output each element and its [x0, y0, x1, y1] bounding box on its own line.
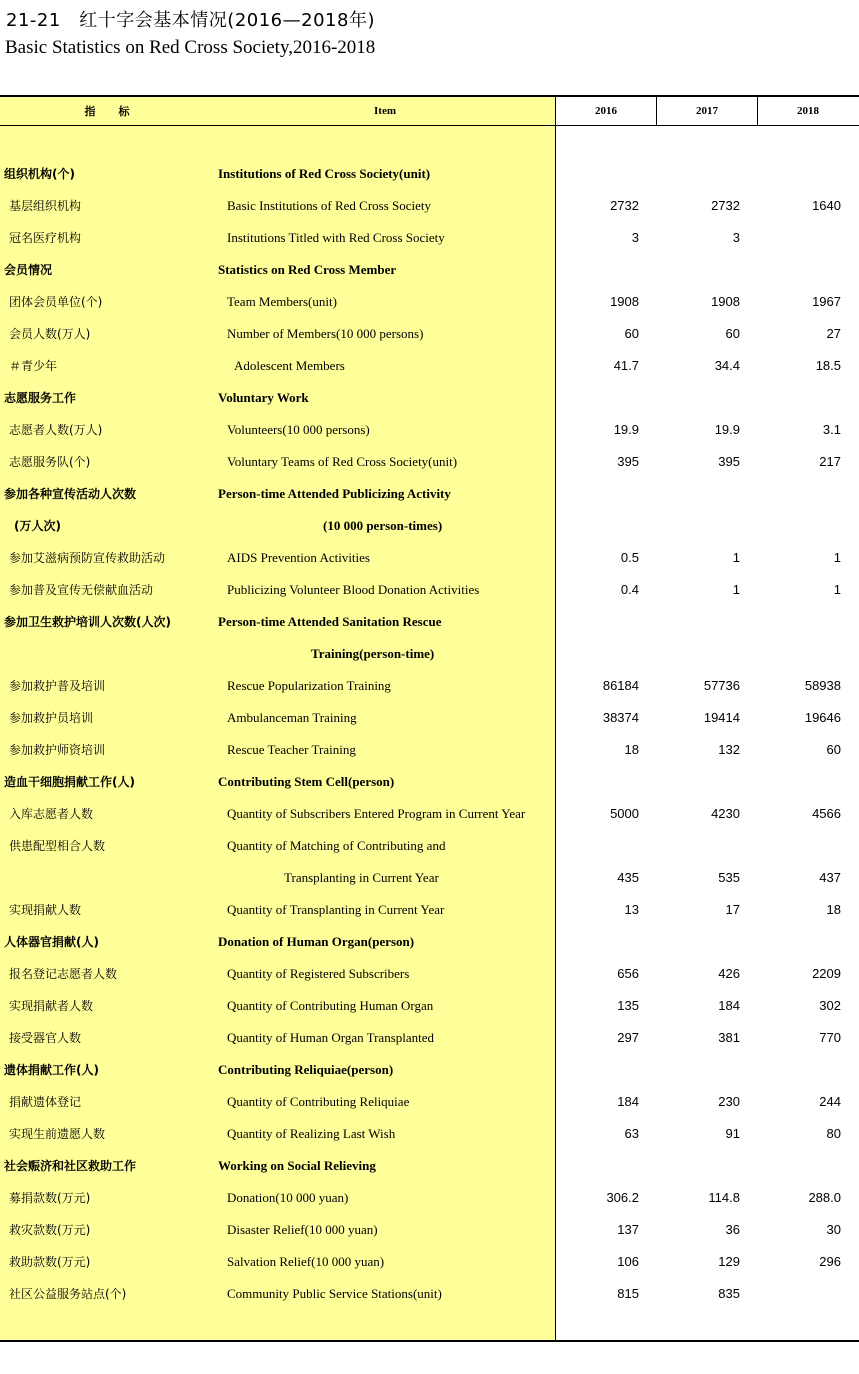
value-2018: 288.0: [808, 1190, 841, 1205]
value-2018: 58938: [804, 678, 841, 693]
table-row: [0, 606, 859, 638]
row-label-cn: 志愿者人数(万人): [9, 423, 103, 437]
value-2017: 34.4: [714, 358, 740, 373]
row-label-en: Quantity of Registered Subscribers: [227, 966, 410, 981]
table-row: [0, 254, 859, 286]
value-2018: 217: [819, 454, 841, 469]
value-2017: 184: [718, 998, 740, 1013]
value-2016: 0.5: [620, 550, 639, 565]
page-title-cn: 21-21 红十字会基本情况(2016—2018年): [6, 10, 375, 31]
row-label-cn: 募捐款数(万元): [9, 1191, 91, 1205]
value-2018: 4566: [812, 806, 841, 821]
value-2018: 18.5: [815, 358, 841, 373]
row-label-cn: 造血干细胞捐献工作(人): [4, 775, 135, 789]
value-2018: [758, 222, 841, 254]
row-label-cn: 会员人数(万人): [9, 327, 91, 341]
table-row: [0, 1150, 859, 1182]
value-2017: 60: [725, 326, 740, 341]
value-2017: 1: [732, 550, 740, 565]
value-2017: 1908: [711, 294, 740, 309]
value-2016: 1908: [610, 294, 639, 309]
table-row: [0, 862, 859, 894]
row-label-en: Voluntary Teams of Red Cross Society(unit): [227, 454, 458, 469]
value-2016: 306.2: [606, 1190, 639, 1205]
value-2016: 0.4: [620, 582, 639, 597]
row-label-en: Contributing Reliquiae(person): [218, 1062, 394, 1077]
value-2016: 86184: [602, 678, 639, 693]
value-2018: 3.1: [822, 422, 841, 437]
row-label-en: Quantity of Contributing Reliquiae: [227, 1094, 410, 1109]
value-2016: 3: [631, 230, 639, 245]
row-label-cn: 参加救护师资培训: [9, 743, 106, 757]
row-label-cn: 实现生前遗愿人数: [9, 1127, 106, 1141]
table-row: [0, 478, 859, 510]
row-label-en: Transplanting in Current Year: [284, 870, 439, 885]
value-2018: 1: [833, 582, 841, 597]
value-2016: 395: [617, 454, 639, 469]
value-2017: 1: [732, 582, 740, 597]
table-row: [0, 638, 859, 670]
row-label-cn: 人体器官捐献(人): [4, 935, 99, 949]
value-2018: 27: [826, 326, 841, 341]
row-label-en: Adolescent Members: [234, 358, 345, 373]
table-row: [0, 510, 859, 542]
row-label-cn: 参加卫生救护培训人次数(人次): [4, 615, 171, 629]
row-label-en: Institutions of Red Cross Society(unit): [218, 166, 431, 181]
table-row: [0, 414, 859, 446]
value-2016: 297: [617, 1030, 639, 1045]
value-2017: 2732: [711, 198, 740, 213]
row-label-cn: 参加各种宣传活动人次数: [4, 487, 137, 501]
table-row: [0, 830, 859, 862]
row-label-en: Institutions Titled with Red Cross Society: [227, 230, 445, 245]
value-2016: 106: [617, 1254, 639, 1269]
row-label-en: Rescue Popularization Training: [227, 678, 391, 693]
value-2016: 18: [624, 742, 639, 757]
table-row: [0, 1118, 859, 1150]
value-2016: 2732: [610, 198, 639, 213]
row-label-cn: 遗体捐献工作(人): [4, 1063, 99, 1077]
table-row: [0, 766, 859, 798]
row-label-en: Statistics on Red Cross Member: [218, 262, 397, 277]
value-2017: 3: [732, 230, 740, 245]
table-row: [0, 1054, 859, 1086]
value-2018: 60: [826, 742, 841, 757]
page-title-en: Basic Statistics on Red Cross Society,2016-2018: [5, 37, 376, 58]
row-label-cn: 接受器官人数: [9, 1031, 82, 1045]
value-2018: 30: [826, 1222, 841, 1237]
value-2016: 60: [624, 326, 639, 341]
value-2016: 435: [617, 870, 639, 885]
value-2016: 135: [617, 998, 639, 1013]
row-label-en: Basic Institutions of Red Cross Society: [227, 198, 432, 213]
row-label-en: Salvation Relief(10 000 yuan): [227, 1254, 385, 1269]
row-label-en: Quantity of Transplanting in Current Year: [227, 902, 445, 917]
row-label-en: Quantity of Contributing Human Organ: [227, 998, 434, 1013]
table-row: [0, 1086, 859, 1118]
row-label-en: Number of Members(10 000 persons): [227, 326, 424, 341]
row-label-cn: 基层组织机构: [9, 199, 82, 213]
value-2017: 395: [718, 454, 740, 469]
value-2018: 19646: [804, 710, 841, 725]
header-year-2017: 2017: [696, 105, 718, 117]
table-row: [0, 158, 859, 190]
header-year-2018: 2018: [797, 105, 819, 117]
row-label-cn: 捐献遗体登记: [9, 1095, 82, 1109]
row-label-cn: 组织机构(个): [4, 167, 75, 181]
row-label-cn: 报名登记志愿者人数: [9, 967, 118, 981]
value-2017: 114.8: [708, 1190, 740, 1205]
value-2017: 535: [718, 870, 740, 885]
value-2016: 41.7: [613, 358, 639, 373]
value-2017: 36: [725, 1222, 740, 1237]
row-label-cn: 实现捐献者人数: [9, 999, 94, 1013]
table-row: [0, 1182, 859, 1214]
table-row: [0, 446, 859, 478]
value-2017: 835: [718, 1286, 740, 1301]
header-indicator: 指 标: [84, 105, 136, 118]
value-2018: 437: [819, 870, 841, 885]
row-label-cn: ＃青少年: [9, 359, 58, 373]
value-2017: 132: [718, 742, 740, 757]
row-label-en: (10 000 person-times): [323, 518, 443, 533]
value-2017: 19.9: [714, 422, 740, 437]
value-2017: 230: [718, 1094, 740, 1109]
value-2017: 129: [718, 1254, 740, 1269]
row-label-cn: 供患配型相合人数: [9, 839, 106, 853]
table-row: [0, 894, 859, 926]
row-label-cn: 团体会员单位(个): [9, 295, 103, 309]
row-label-cn: 救灾款数(万元): [9, 1223, 91, 1237]
row-label-cn: 参加普及宣传无偿献血活动: [9, 583, 154, 597]
row-label-cn: 参加艾滋病预防宣传救助活动: [9, 551, 166, 565]
row-label-en: Person-time Attended Publicizing Activity: [218, 486, 451, 501]
row-label-cn: 救助款数(万元): [9, 1255, 91, 1269]
table-row: [0, 574, 859, 606]
value-2018: 18: [826, 902, 841, 917]
value-2016: 38374: [602, 710, 639, 725]
value-2017: 91: [725, 1126, 740, 1141]
table-row: [0, 990, 859, 1022]
table-row: [0, 350, 859, 382]
row-label-cn: 会员情况: [4, 263, 53, 277]
row-label-en: Disaster Relief(10 000 yuan): [227, 1222, 378, 1237]
row-label-cn: 入库志愿者人数: [9, 807, 94, 821]
value-2016: 656: [617, 966, 639, 981]
row-label-en: Quantity of Matching of Contributing and: [227, 838, 446, 853]
value-2018: 296: [819, 1254, 841, 1269]
value-2016: 5000: [610, 806, 639, 821]
row-label-cn: 志愿服务队(个): [9, 455, 91, 469]
value-2018: 302: [819, 998, 841, 1013]
header-year-2016: 2016: [595, 105, 617, 117]
row-label-cn: 社区公益服务站点(个): [9, 1287, 127, 1301]
table-row: [0, 318, 859, 350]
value-2016: 13: [624, 902, 639, 917]
row-label-cn: 实现捐献人数: [9, 903, 82, 917]
row-label-en: Quantity of Realizing Last Wish: [227, 1126, 396, 1141]
value-2018: 770: [819, 1030, 841, 1045]
row-label-en: Publicizing Volunteer Blood Donation Activities: [227, 582, 480, 597]
row-label-cn: 冠名医疗机构: [9, 231, 82, 245]
table-row: [0, 1246, 859, 1278]
table-row: [0, 286, 859, 318]
table-row: [0, 798, 859, 830]
row-label-en: AIDS Prevention Activities: [227, 550, 370, 565]
row-label-cn: (万人次): [14, 519, 61, 533]
value-2018: [758, 1278, 841, 1310]
table-row: [0, 1022, 859, 1054]
table-row: [0, 958, 859, 990]
row-label-en: Donation of Human Organ(person): [218, 934, 415, 949]
table-row: [0, 190, 859, 222]
value-2018: 1: [833, 550, 841, 565]
row-label-en: Volunteers(10 000 persons): [227, 422, 370, 437]
value-2016: 63: [624, 1126, 639, 1141]
table-row: [0, 1278, 859, 1310]
value-2018: 1640: [812, 198, 841, 213]
row-label-cn: 参加救护员培训: [9, 711, 94, 725]
value-2018: 2209: [812, 966, 841, 981]
row-label-cn: 志愿服务工作: [4, 391, 77, 405]
row-label-en: Quantity of Human Organ Transplanted: [227, 1030, 435, 1045]
value-2017: 19414: [703, 710, 740, 725]
table-row: [0, 1214, 859, 1246]
table-row: [0, 926, 859, 958]
table-row: [0, 734, 859, 766]
row-label-en: Community Public Service Stations(unit): [227, 1286, 442, 1301]
value-2018: 1967: [812, 294, 841, 309]
row-label-cn: 参加救护普及培训: [9, 679, 106, 693]
table-row: [0, 702, 859, 734]
value-2018: 80: [826, 1126, 841, 1141]
row-label-en: Contributing Stem Cell(person): [218, 774, 395, 789]
value-2017: 381: [718, 1030, 740, 1045]
value-2018: 244: [819, 1094, 841, 1109]
row-label-en: Ambulanceman Training: [227, 710, 357, 725]
table-row: [0, 670, 859, 702]
table-row: [0, 382, 859, 414]
value-2016: 815: [617, 1286, 639, 1301]
row-label-en: Person-time Attended Sanitation Rescue: [218, 614, 442, 629]
row-label-en: Voluntary Work: [218, 390, 309, 405]
value-2017: 57736: [703, 678, 740, 693]
row-label-en: Training(person-time): [311, 646, 435, 661]
row-label-en: Team Members(unit): [227, 294, 337, 309]
table-row: [0, 222, 859, 254]
value-2016: 137: [617, 1222, 639, 1237]
value-2016: 19.9: [613, 422, 639, 437]
row-label-cn: 社会赈济和社区救助工作: [4, 1159, 137, 1173]
value-2016: 184: [617, 1094, 639, 1109]
value-2017: 17: [725, 902, 740, 917]
value-2017: 426: [718, 966, 740, 981]
row-label-en: Donation(10 000 yuan): [227, 1190, 349, 1205]
value-2017: 4230: [711, 806, 740, 821]
row-label-en: Quantity of Subscribers Entered Program in Current Year: [227, 806, 526, 821]
table-bottom-rule: [0, 1340, 859, 1342]
table-row: [0, 542, 859, 574]
row-label-en: Working on Social Relieving: [218, 1158, 376, 1173]
header-item: Item: [374, 105, 396, 117]
row-label-en: Rescue Teacher Training: [227, 742, 356, 757]
